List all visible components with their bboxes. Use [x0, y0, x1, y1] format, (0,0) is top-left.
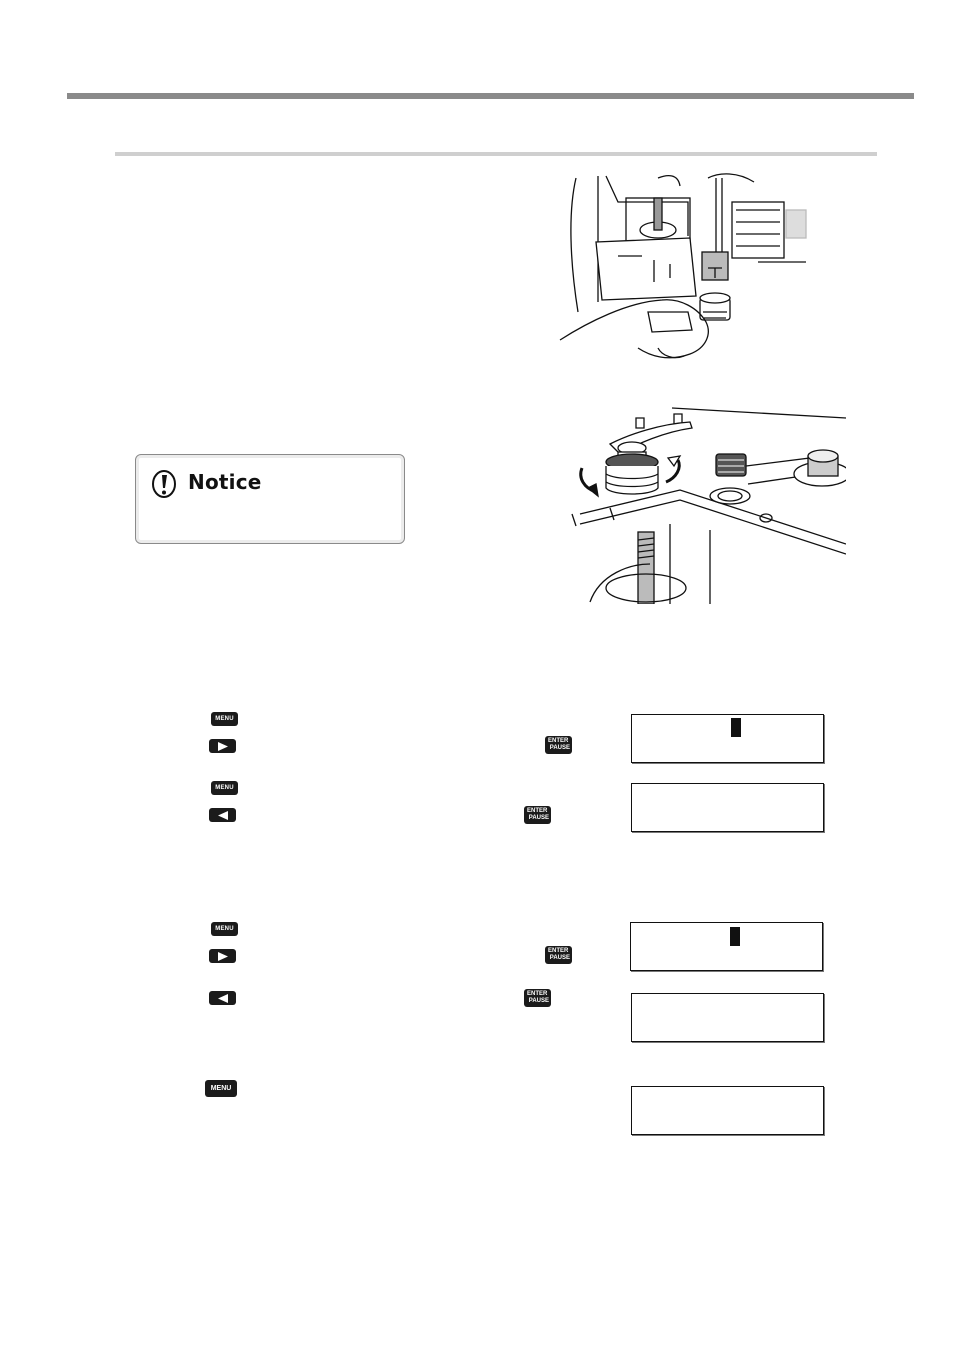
right-arrow-glyph: [217, 952, 229, 961]
left-arrow-glyph: [217, 811, 229, 820]
header-rule: [67, 93, 914, 99]
menu-key-label: MENU: [215, 716, 234, 722]
enter-key-label: ENTER: [527, 808, 548, 814]
lcd-cursor: [730, 927, 740, 946]
enter-pause-key-icon: [545, 946, 572, 964]
menu-key-icon: [211, 781, 238, 795]
notice-box: [135, 454, 405, 544]
right-arrow-glyph: [217, 742, 229, 751]
menu-key-label: MENU: [215, 785, 234, 791]
lcd-display: [631, 714, 824, 763]
lcd-display: [630, 922, 823, 971]
enter-key-label: ENTER: [548, 948, 569, 954]
pause-key-label: PAUSE: [549, 745, 570, 751]
right-arrow-icon: [209, 739, 236, 753]
left-arrow-icon: [209, 808, 236, 822]
right-arrow-icon: [209, 949, 236, 963]
menu-key-label: MENU: [215, 926, 234, 932]
lcd-display: [631, 1086, 824, 1135]
enter-pause-key-icon: [524, 806, 551, 824]
pause-key-label: PAUSE: [528, 815, 549, 821]
pause-key-label: PAUSE: [549, 955, 570, 961]
notice-title: Notice: [188, 470, 262, 494]
enter-key-label: ENTER: [527, 991, 548, 997]
menu-key-icon: [211, 712, 238, 726]
left-arrow-glyph: [217, 994, 229, 1003]
lcd-display: [631, 783, 824, 832]
lcd-display: [631, 993, 824, 1042]
pause-key-label: PAUSE: [528, 998, 549, 1004]
exclamation-icon: [151, 469, 177, 499]
illustration-spindle-collet: [558, 172, 810, 364]
menu-key-label: MENU: [210, 1085, 232, 1092]
illustration-depth-adjuster: [570, 404, 846, 604]
menu-key-icon: [205, 1080, 237, 1097]
section-rule: [115, 152, 877, 156]
menu-key-icon: [211, 922, 238, 936]
enter-pause-key-icon: [524, 989, 551, 1007]
enter-key-label: ENTER: [548, 738, 569, 744]
enter-pause-key-icon: [545, 736, 572, 754]
lcd-cursor: [731, 718, 741, 737]
left-arrow-icon: [209, 991, 236, 1005]
